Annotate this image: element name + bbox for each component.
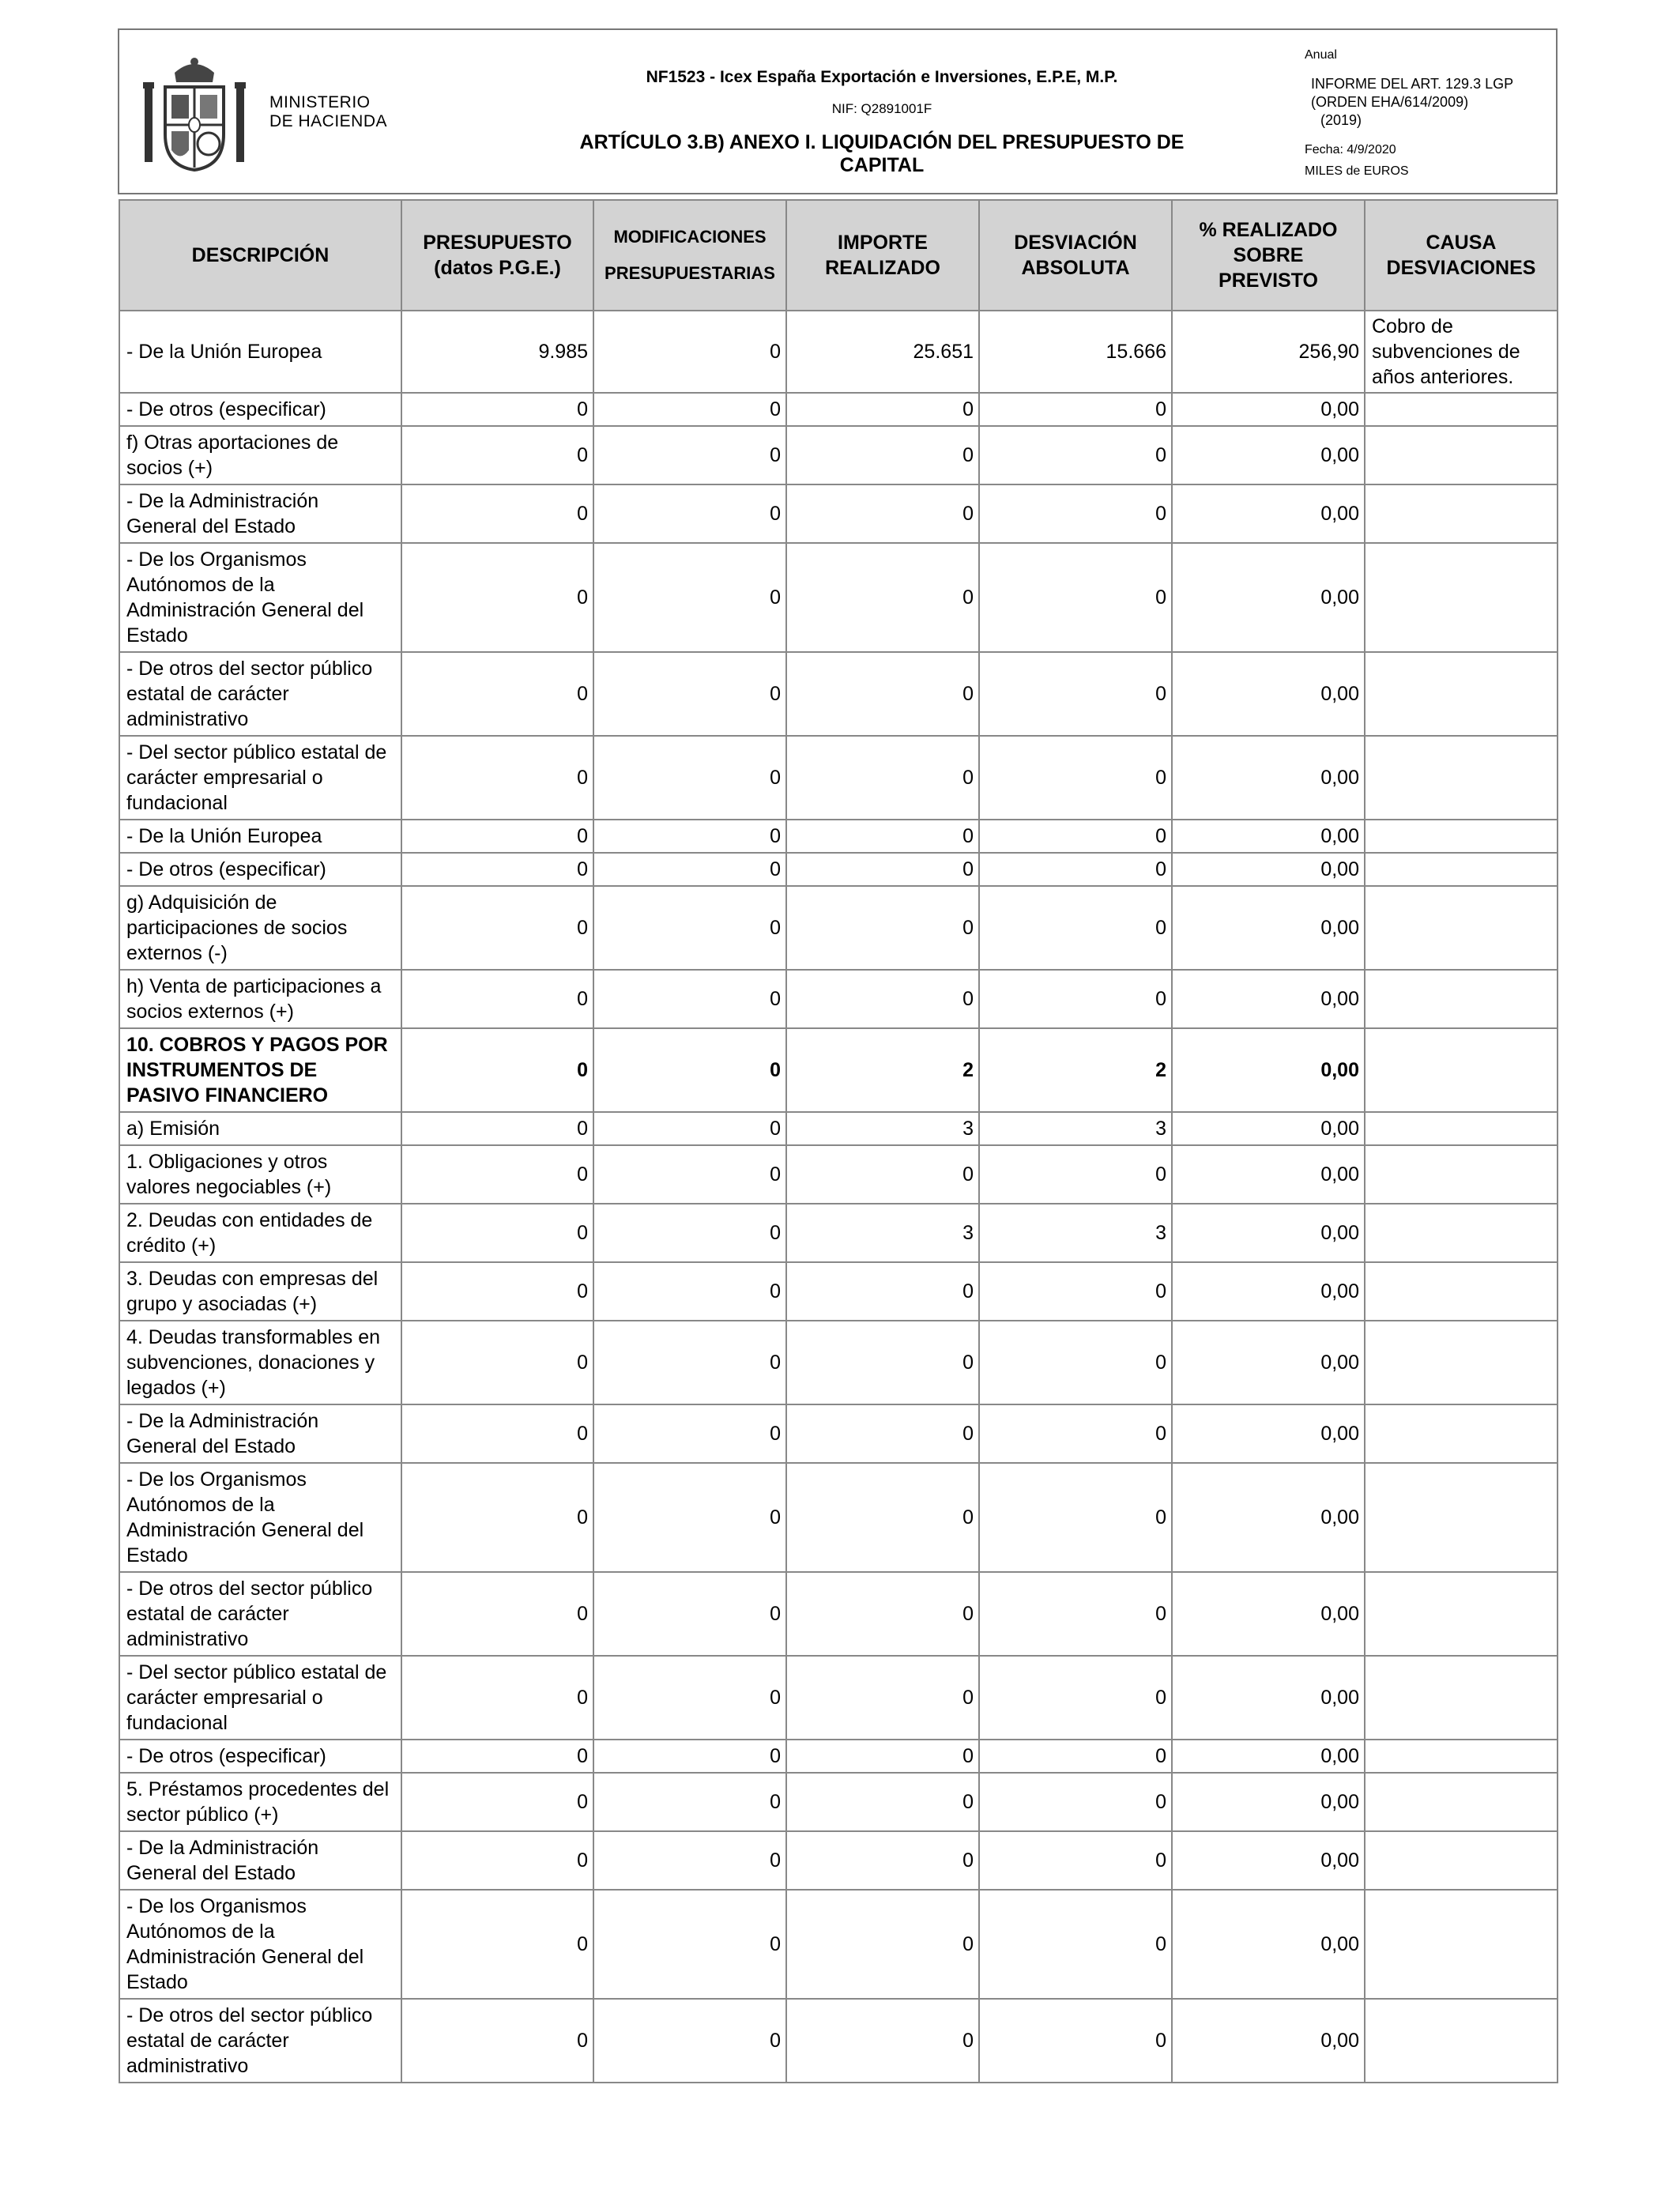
table-row xyxy=(119,1112,1558,1145)
cell-realizado: 0,00 xyxy=(1172,1773,1365,1831)
report-date: Fecha: 4/9/2020 xyxy=(1305,143,1396,156)
cell-causa xyxy=(1365,1656,1558,1740)
cell-presupuesto: 0 xyxy=(401,1145,593,1204)
cell-descripcion: 10. COBROS Y PAGOS POR INSTRUMENTOS DE PASIVO FINANCIERO xyxy=(119,1028,401,1112)
cell-causa xyxy=(1365,1112,1558,1145)
cell-importe: 0 xyxy=(786,1831,979,1890)
table-row xyxy=(119,736,1558,820)
cell-descripcion: - De otros del sector público estatal de carácter administrativo xyxy=(119,1572,401,1656)
cell-descripcion: a) Emisión xyxy=(119,1112,401,1145)
cell-realizado: 0,00 xyxy=(1172,820,1365,853)
cell-importe: 0 xyxy=(786,1321,979,1404)
cell-descripcion: - De la Unión Europea xyxy=(119,820,401,853)
cell-importe: 0 xyxy=(786,1404,979,1463)
cell-causa xyxy=(1365,426,1558,484)
cell-causa xyxy=(1365,484,1558,543)
cell-desviacion: 0 xyxy=(979,736,1172,820)
cell-importe: 25.651 xyxy=(786,311,979,393)
cell-desviacion: 0 xyxy=(979,543,1172,652)
table-row xyxy=(119,1656,1558,1740)
cell-desviacion: 0 xyxy=(979,1656,1172,1740)
cell-realizado: 0,00 xyxy=(1172,1572,1365,1656)
cell-causa xyxy=(1365,1145,1558,1204)
col-causa: CAUSA DESVIACIONES xyxy=(1365,200,1558,311)
cell-realizado: 0,00 xyxy=(1172,426,1365,484)
ministry-line-1: MINISTERIO xyxy=(269,93,371,111)
cell-desviacion: 0 xyxy=(979,1145,1172,1204)
cell-descripcion: - De la Administración General del Estado xyxy=(119,1404,401,1463)
cell-modificaciones: 0 xyxy=(593,311,786,393)
cell-realizado: 0,00 xyxy=(1172,1656,1365,1740)
table-row xyxy=(119,820,1558,853)
cell-causa xyxy=(1365,736,1558,820)
cell-modificaciones: 0 xyxy=(593,1404,786,1463)
cell-presupuesto: 0 xyxy=(401,736,593,820)
cell-importe: 0 xyxy=(786,652,979,736)
cell-modificaciones: 0 xyxy=(593,1740,786,1773)
cell-presupuesto: 0 xyxy=(401,1028,593,1112)
cell-modificaciones: 0 xyxy=(593,853,786,886)
cell-realizado: 0,00 xyxy=(1172,1321,1365,1404)
table-row xyxy=(119,1999,1558,2083)
table-row xyxy=(119,426,1558,484)
cell-causa xyxy=(1365,1262,1558,1321)
cell-descripcion: - Del sector público estatal de carácter empresarial o fundacional xyxy=(119,1656,401,1740)
cell-desviacion: 0 xyxy=(979,886,1172,970)
cell-desviacion: 0 xyxy=(979,820,1172,853)
cell-modificaciones: 0 xyxy=(593,543,786,652)
cell-importe: 0 xyxy=(786,1463,979,1572)
cell-realizado: 256,90 xyxy=(1172,311,1365,393)
cell-realizado: 0,00 xyxy=(1172,886,1365,970)
cell-modificaciones: 0 xyxy=(593,393,786,426)
cell-importe: 2 xyxy=(786,1028,979,1112)
cell-causa xyxy=(1365,886,1558,970)
cell-causa xyxy=(1365,1773,1558,1831)
cell-realizado: 0,00 xyxy=(1172,1145,1365,1204)
cell-realizado: 0,00 xyxy=(1172,736,1365,820)
cell-realizado: 0,00 xyxy=(1172,970,1365,1028)
cell-causa xyxy=(1365,820,1558,853)
cell-presupuesto: 0 xyxy=(401,1773,593,1831)
cell-presupuesto: 0 xyxy=(401,1890,593,1999)
report-line-1: INFORME DEL ART. 129.3 LGP xyxy=(1311,76,1514,92)
ministry-name xyxy=(269,93,387,131)
cell-importe: 3 xyxy=(786,1204,979,1262)
cell-presupuesto: 0 xyxy=(401,1740,593,1773)
cell-importe: 0 xyxy=(786,1890,979,1999)
cell-presupuesto: 9.985 xyxy=(401,311,593,393)
cell-importe: 0 xyxy=(786,1773,979,1831)
cell-realizado: 0,00 xyxy=(1172,1740,1365,1773)
table-header-row xyxy=(119,200,1558,311)
table-body xyxy=(119,311,1558,2083)
table-row xyxy=(119,543,1558,652)
cell-realizado: 0,00 xyxy=(1172,1112,1365,1145)
units-label: MILES de EUROS xyxy=(1305,164,1409,178)
nif-text: NIF: Q2891001F xyxy=(831,101,932,116)
cell-causa xyxy=(1365,970,1558,1028)
title-block xyxy=(562,68,1202,177)
cell-modificaciones: 0 xyxy=(593,1028,786,1112)
cell-causa xyxy=(1365,1831,1558,1890)
cell-causa xyxy=(1365,1321,1558,1404)
cell-causa xyxy=(1365,652,1558,736)
report-info xyxy=(1305,46,1542,180)
cell-importe: 0 xyxy=(786,1572,979,1656)
col-importe: IMPORTE REALIZADO xyxy=(786,200,979,311)
cell-desviacion: 3 xyxy=(979,1112,1172,1145)
cell-desviacion: 15.666 xyxy=(979,311,1172,393)
cell-causa xyxy=(1365,1028,1558,1112)
cell-descripcion: - De los Organismos Autónomos de la Administración General del Estado xyxy=(119,543,401,652)
cell-realizado: 0,00 xyxy=(1172,1831,1365,1890)
cell-modificaciones: 0 xyxy=(593,1773,786,1831)
table-row xyxy=(119,484,1558,543)
table-row xyxy=(119,853,1558,886)
table-row xyxy=(119,1463,1558,1572)
cell-modificaciones: 0 xyxy=(593,426,786,484)
cell-modificaciones: 0 xyxy=(593,736,786,820)
table-row xyxy=(119,1321,1558,1404)
cell-presupuesto: 0 xyxy=(401,820,593,853)
cell-causa xyxy=(1365,1463,1558,1572)
cell-desviacion: 3 xyxy=(979,1204,1172,1262)
col-modificaciones: MODIFICACIONES PRESUPUESTARIAS xyxy=(593,200,786,311)
cell-realizado: 0,00 xyxy=(1172,1204,1365,1262)
cell-modificaciones: 0 xyxy=(593,1572,786,1656)
cell-realizado: 0,00 xyxy=(1172,1463,1365,1572)
cell-modificaciones: 0 xyxy=(593,1831,786,1890)
cell-descripcion: - De la Administración General del Estado xyxy=(119,484,401,543)
cell-desviacion: 0 xyxy=(979,1890,1172,1999)
table-row xyxy=(119,1890,1558,1999)
cell-modificaciones: 0 xyxy=(593,1656,786,1740)
document-header xyxy=(118,28,1558,194)
cell-presupuesto: 0 xyxy=(401,1572,593,1656)
cell-importe: 0 xyxy=(786,1145,979,1204)
cell-desviacion: 0 xyxy=(979,1773,1172,1831)
cell-descripcion: - De otros (especificar) xyxy=(119,393,401,426)
col-desviacion: DESVIACIÓN ABSOLUTA xyxy=(979,200,1172,311)
cell-importe: 0 xyxy=(786,853,979,886)
cell-desviacion: 0 xyxy=(979,970,1172,1028)
cell-importe: 0 xyxy=(786,1999,979,2083)
cell-presupuesto: 0 xyxy=(401,853,593,886)
cell-descripcion: - De los Organismos Autónomos de la Administración General del Estado xyxy=(119,1463,401,1572)
cell-descripcion: - De los Organismos Autónomos de la Administración General del Estado xyxy=(119,1890,401,1999)
table-row xyxy=(119,886,1558,970)
cell-desviacion: 2 xyxy=(979,1028,1172,1112)
cell-desviacion: 0 xyxy=(979,1321,1172,1404)
table-row xyxy=(119,1572,1558,1656)
table-row xyxy=(119,1145,1558,1204)
cell-modificaciones: 0 xyxy=(593,1890,786,1999)
cell-modificaciones: 0 xyxy=(593,886,786,970)
cell-importe: 0 xyxy=(786,820,979,853)
cell-importe: 0 xyxy=(786,543,979,652)
cell-presupuesto: 0 xyxy=(401,1656,593,1740)
cell-modificaciones: 0 xyxy=(593,1112,786,1145)
cell-realizado: 0,00 xyxy=(1172,1890,1365,1999)
cell-realizado: 0,00 xyxy=(1172,393,1365,426)
ministry-line-2: DE HACIENDA xyxy=(269,112,388,130)
cell-causa xyxy=(1365,1404,1558,1463)
cell-importe: 0 xyxy=(786,886,979,970)
cell-descripcion: f) Otras aportaciones de socios (+) xyxy=(119,426,401,484)
cell-modificaciones: 0 xyxy=(593,1321,786,1404)
report-reference xyxy=(1305,75,1542,130)
cell-realizado: 0,00 xyxy=(1172,1404,1365,1463)
cell-presupuesto: 0 xyxy=(401,886,593,970)
period-label: Anual xyxy=(1305,48,1337,62)
capital-budget-table xyxy=(119,199,1558,2083)
cell-presupuesto: 0 xyxy=(401,1404,593,1463)
table-row xyxy=(119,311,1558,393)
table-row xyxy=(119,1262,1558,1321)
entity-name: NF1523 - Icex España Exportación e Inversiones, E.P.E, M.P. xyxy=(646,68,1118,86)
cell-modificaciones: 0 xyxy=(593,1145,786,1204)
cell-importe: 0 xyxy=(786,393,979,426)
report-line-2: (ORDEN EHA/614/2009) xyxy=(1311,94,1469,110)
report-line-3: (2019) xyxy=(1320,112,1362,128)
page-title: ARTÍCULO 3.B) ANEXO I. LIQUIDACIÓN DEL PRESUPUESTO DE CAPITAL xyxy=(579,131,1185,176)
cell-realizado: 0,00 xyxy=(1172,1028,1365,1112)
cell-presupuesto: 0 xyxy=(401,1112,593,1145)
cell-desviacion: 0 xyxy=(979,853,1172,886)
cell-causa xyxy=(1365,853,1558,886)
cell-descripcion: 1. Obligaciones y otros valores negociables (+) xyxy=(119,1145,401,1204)
cell-presupuesto: 0 xyxy=(401,393,593,426)
cell-descripcion: - De otros del sector público estatal de carácter administrativo xyxy=(119,652,401,736)
cell-desviacion: 0 xyxy=(979,426,1172,484)
cell-presupuesto: 0 xyxy=(401,484,593,543)
cell-causa: Cobro de subvenciones de años anteriores. xyxy=(1365,311,1558,393)
col-descripcion: DESCRIPCIÓN xyxy=(119,200,401,311)
cell-causa xyxy=(1365,1204,1558,1262)
col-realizado: % REALIZADO SOBRE PREVISTO xyxy=(1172,200,1365,311)
cell-causa xyxy=(1365,1740,1558,1773)
cell-realizado: 0,00 xyxy=(1172,1999,1365,2083)
cell-modificaciones: 0 xyxy=(593,820,786,853)
cell-presupuesto: 0 xyxy=(401,1321,593,1404)
cell-realizado: 0,00 xyxy=(1172,543,1365,652)
cell-descripcion: 4. Deudas transformables en subvenciones, donaciones y legados (+) xyxy=(119,1321,401,1404)
table-row xyxy=(119,1204,1558,1262)
cell-desviacion: 0 xyxy=(979,652,1172,736)
cell-causa xyxy=(1365,1999,1558,2083)
cell-desviacion: 0 xyxy=(979,1831,1172,1890)
table-row xyxy=(119,1404,1558,1463)
cell-desviacion: 0 xyxy=(979,1999,1172,2083)
table-row xyxy=(119,652,1558,736)
cell-descripcion: - De la Administración General del Estado xyxy=(119,1831,401,1890)
cell-modificaciones: 0 xyxy=(593,1999,786,2083)
cell-descripcion: 5. Préstamos procedentes del sector público (+) xyxy=(119,1773,401,1831)
cell-realizado: 0,00 xyxy=(1172,484,1365,543)
cell-desviacion: 0 xyxy=(979,1572,1172,1656)
cell-presupuesto: 0 xyxy=(401,1204,593,1262)
cell-modificaciones: 0 xyxy=(593,1262,786,1321)
cell-descripcion: - De otros (especificar) xyxy=(119,853,401,886)
cell-descripcion: h) Venta de participaciones a socios externos (+) xyxy=(119,970,401,1028)
cell-desviacion: 0 xyxy=(979,484,1172,543)
cell-desviacion: 0 xyxy=(979,393,1172,426)
cell-presupuesto: 0 xyxy=(401,1463,593,1572)
cell-presupuesto: 0 xyxy=(401,1999,593,2083)
cell-presupuesto: 0 xyxy=(401,1262,593,1321)
cell-presupuesto: 0 xyxy=(401,426,593,484)
table-row xyxy=(119,393,1558,426)
cell-descripcion: - De otros (especificar) xyxy=(119,1740,401,1773)
cell-descripcion: - Del sector público estatal de carácter empresarial o fundacional xyxy=(119,736,401,820)
cell-modificaciones: 0 xyxy=(593,1204,786,1262)
cell-desviacion: 0 xyxy=(979,1262,1172,1321)
table-row xyxy=(119,1831,1558,1890)
cell-causa xyxy=(1365,1890,1558,1999)
cell-importe: 0 xyxy=(786,1656,979,1740)
cell-importe: 0 xyxy=(786,426,979,484)
cell-modificaciones: 0 xyxy=(593,970,786,1028)
table-row xyxy=(119,1028,1558,1112)
cell-desviacion: 0 xyxy=(979,1740,1172,1773)
cell-importe: 0 xyxy=(786,484,979,543)
cell-causa xyxy=(1365,543,1558,652)
cell-modificaciones: 0 xyxy=(593,652,786,736)
cell-descripcion: 2. Deudas con entidades de crédito (+) xyxy=(119,1204,401,1262)
cell-importe: 0 xyxy=(786,1262,979,1321)
cell-realizado: 0,00 xyxy=(1172,853,1365,886)
coat-of-arms-icon xyxy=(143,55,246,174)
cell-causa xyxy=(1365,1572,1558,1656)
col-presupuesto: PRESUPUESTO (datos P.G.E.) xyxy=(401,200,593,311)
cell-importe: 3 xyxy=(786,1112,979,1145)
cell-descripcion: 3. Deudas con empresas del grupo y asociadas (+) xyxy=(119,1262,401,1321)
cell-presupuesto: 0 xyxy=(401,652,593,736)
cell-descripcion: - De otros del sector público estatal de carácter administrativo xyxy=(119,1999,401,2083)
cell-descripcion: g) Adquisición de participaciones de socios externos (-) xyxy=(119,886,401,970)
table-row xyxy=(119,1773,1558,1831)
cell-desviacion: 0 xyxy=(979,1404,1172,1463)
cell-presupuesto: 0 xyxy=(401,970,593,1028)
table-row xyxy=(119,1740,1558,1773)
cell-presupuesto: 0 xyxy=(401,1831,593,1890)
cell-descripcion: - De la Unión Europea xyxy=(119,311,401,393)
cell-importe: 0 xyxy=(786,970,979,1028)
cell-presupuesto: 0 xyxy=(401,543,593,652)
cell-causa xyxy=(1365,393,1558,426)
cell-modificaciones: 0 xyxy=(593,484,786,543)
cell-realizado: 0,00 xyxy=(1172,652,1365,736)
cell-importe: 0 xyxy=(786,736,979,820)
cell-realizado: 0,00 xyxy=(1172,1262,1365,1321)
table-row xyxy=(119,970,1558,1028)
cell-desviacion: 0 xyxy=(979,1463,1172,1572)
cell-modificaciones: 0 xyxy=(593,1463,786,1572)
cell-importe: 0 xyxy=(786,1740,979,1773)
